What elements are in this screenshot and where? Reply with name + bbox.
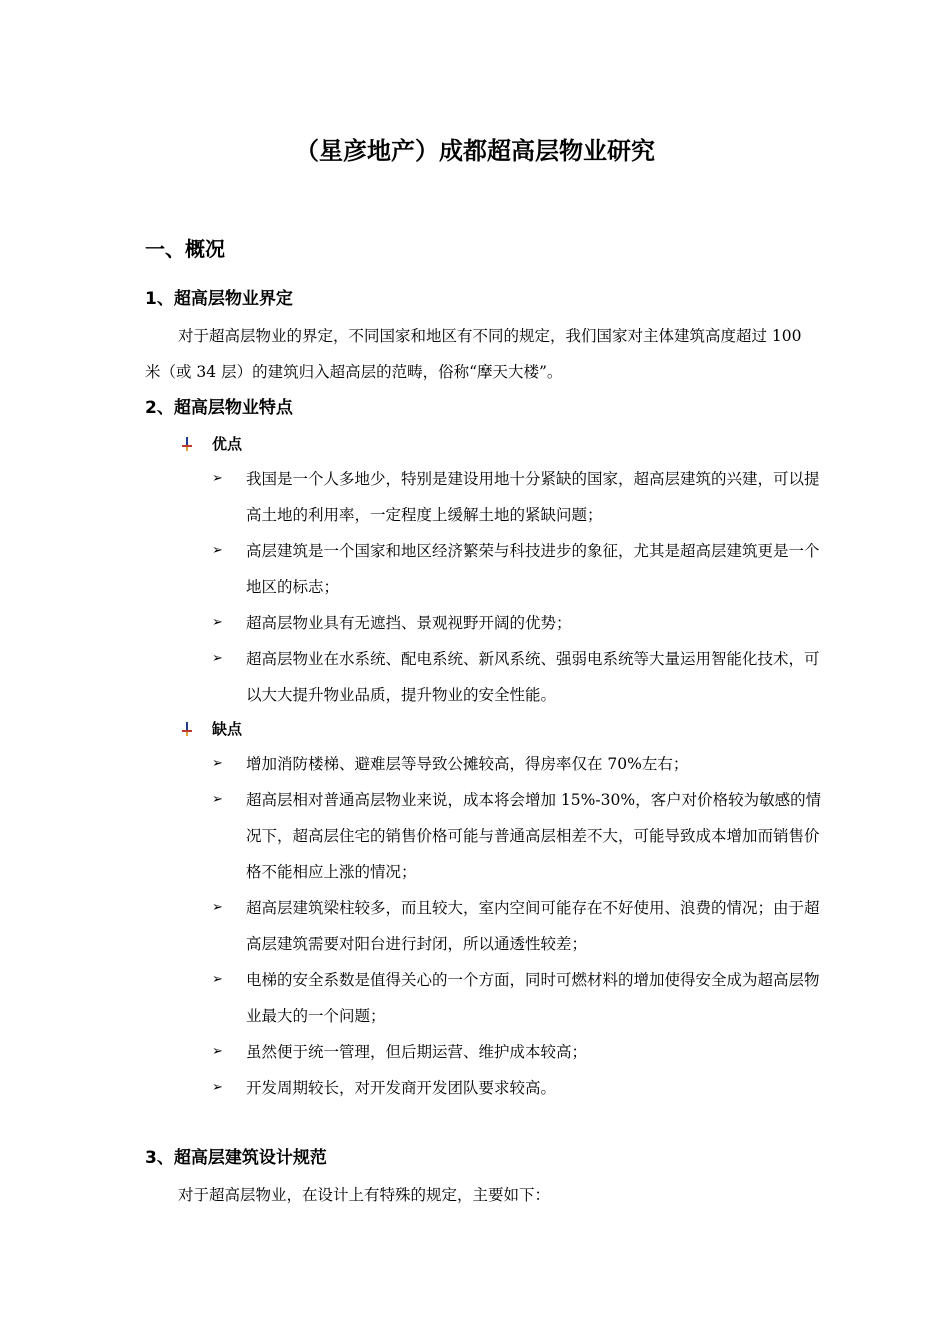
design-code-paragraph: 对于超高层物业，在设计上有特殊的规定，主要如下： — [178, 1186, 551, 1204]
arrow-head-bullet-icon: ➢ — [212, 651, 223, 666]
list-item-text: 开发周期较长，对开发商开发团队要求较高。 — [246, 1079, 557, 1097]
list-item — [212, 1034, 822, 1070]
arrow-head-bullet-icon: ➢ — [212, 471, 223, 486]
list-item — [212, 890, 822, 962]
definition-paragraph: 对于超高层物业的界定，不同国家和地区有不同的规定，我们国家对主体建筑高度超过 100 米（或 34 层）的建筑归入超高层的范畴，俗称“摩天大楼”。 — [145, 327, 802, 381]
pros-label-text: 优点 — [212, 435, 243, 453]
subsection-heading-features: 2、超高层物业特点 — [145, 398, 293, 418]
list-item — [212, 962, 822, 1034]
pushpin-marker-icon — [180, 722, 194, 736]
arrow-head-bullet-icon: ➢ — [212, 1044, 223, 1059]
list-item-text: 超高层建筑梁柱较多，而且较大，室内空间可能存在不好使用、浪费的情况；由于超高层建筑需要对阳台进行封闭，所以通透性较差； — [246, 899, 820, 953]
arrow-head-bullet-icon: ➢ — [212, 615, 223, 630]
list-item-text: 高层建筑是一个国家和地区经济繁荣与科技进步的象征，尤其是超高层建筑更是一个地区的标志； — [246, 542, 820, 596]
list-item-text: 电梯的安全系数是值得关心的一个方面，同时可燃材料的增加使得安全成为超高层物业最大的一个问题； — [246, 971, 820, 1025]
section-heading-overview: 一、概况 — [145, 237, 225, 261]
list-item-text: 增加消防楼梯、避难层等导致公摊较高，得房率仅在 70%左右； — [246, 755, 689, 773]
list-item — [212, 605, 822, 641]
list-item-text: 超高层物业在水系统、配电系统、新风系统、强弱电系统等大量运用智能化技术，可以大大提升物业品质，提升物业的安全性能。 — [246, 650, 820, 704]
list-item — [212, 533, 822, 605]
pushpin-marker-icon — [180, 437, 194, 451]
arrow-head-bullet-icon: ➢ — [212, 792, 223, 807]
arrow-head-bullet-icon: ➢ — [212, 543, 223, 558]
list-item-text: 超高层物业具有无遮挡、景观视野开阔的优势； — [246, 614, 572, 632]
document-title: （星彦地产）成都超高层物业研究 — [295, 137, 655, 165]
list-item-text: 我国是一个人多地少，特别是建设用地十分紧缺的国家，超高层建筑的兴建，可以提高土地的利用率，一定程度上缓解土地的紧缺问题； — [246, 470, 820, 524]
cons-label-text: 缺点 — [212, 720, 243, 738]
subsection-heading-design-code: 3、超高层建筑设计规范 — [145, 1148, 327, 1168]
list-item-text: 超高层相对普通高层物业来说，成本将会增加 15%-30%，客户对价格较为敏感的情况下，超高层住宅的销售价格可能与普通高层相差不大，可能导致成本增加而销售价格不能相应上涨的情况； — [246, 791, 822, 881]
list-item — [212, 641, 822, 713]
arrow-head-bullet-icon: ➢ — [212, 1080, 223, 1095]
list-item — [212, 746, 822, 782]
list-item — [212, 1070, 822, 1106]
list-item — [212, 461, 822, 533]
list-item — [212, 782, 822, 890]
subsection-heading-definition: 1、超高层物业界定 — [145, 289, 293, 309]
list-item-text: 虽然便于统一管理，但后期运营、维护成本较高； — [246, 1043, 588, 1061]
arrow-head-bullet-icon: ➢ — [212, 972, 223, 987]
arrow-head-bullet-icon: ➢ — [212, 900, 223, 915]
arrow-head-bullet-icon: ➢ — [212, 756, 223, 771]
